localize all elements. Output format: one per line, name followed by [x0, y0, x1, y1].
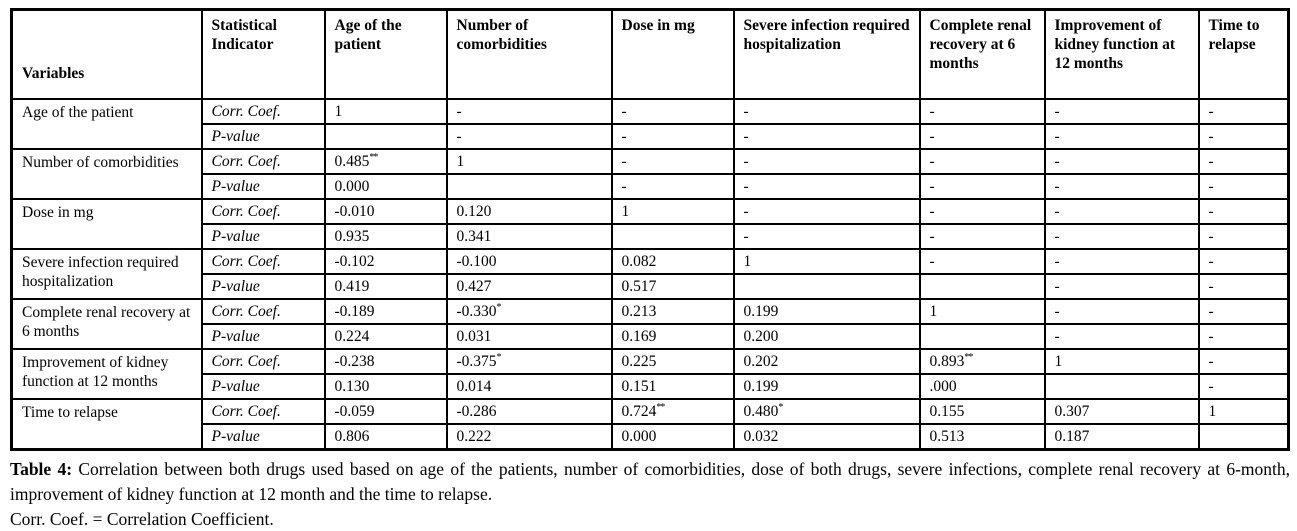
table-caption [10, 457, 1290, 531]
indicator-cell-p-value: P-value [202, 374, 325, 399]
value-cell: 0.130 [325, 374, 447, 399]
value-cell: - [612, 99, 734, 124]
col-header-comorbidities: Number of comorbidities [447, 10, 612, 99]
value-cell: - [612, 124, 734, 149]
value-cell: 0.082 [612, 249, 734, 274]
value-cell: 0.213 [612, 299, 734, 324]
value-cell: - [920, 224, 1045, 249]
significance-asterisk: * [778, 401, 783, 413]
value-cell [325, 124, 447, 149]
value-cell: - [447, 99, 612, 124]
value-cell: 0.806 [325, 424, 447, 450]
value-cell: - [1045, 149, 1199, 174]
value-cell: 0.202 [734, 349, 920, 374]
indicator-cell-p-value: P-value [202, 124, 325, 149]
value-cell: - [734, 174, 920, 199]
value-cell: 1 [1199, 399, 1289, 424]
col-header-statistical-indicator: Statistical Indicator [202, 10, 325, 99]
value-cell: 1 [920, 299, 1045, 324]
indicator-cell-corr-coef: Corr. Coef. [202, 99, 325, 124]
value-cell: 0.031 [447, 324, 612, 349]
table-header [12, 10, 1289, 99]
indicator-cell-p-value: P-value [202, 224, 325, 249]
value-cell: 0.014 [447, 374, 612, 399]
value-cell: 0.307 [1045, 399, 1199, 424]
value-cell: - [1199, 149, 1289, 174]
corr-coef-row [12, 299, 1289, 324]
value-cell: - [1045, 274, 1199, 299]
indicator-cell-p-value: P-value [202, 274, 325, 299]
value-cell: 1 [734, 249, 920, 274]
value-cell [920, 324, 1045, 349]
variable-cell: Dose in mg [12, 199, 202, 249]
value-cell: -0.100 [447, 249, 612, 274]
variable-cell: Complete renal recovery at 6 months [12, 299, 202, 349]
indicator-cell-corr-coef: Corr. Coef. [202, 349, 325, 374]
value-cell: - [1199, 124, 1289, 149]
value-cell: - [1045, 299, 1199, 324]
value-cell: -0.059 [325, 399, 447, 424]
value-cell: - [1199, 224, 1289, 249]
value-cell: 0.000 [612, 424, 734, 450]
value-cell: 0.224 [325, 324, 447, 349]
value-cell: - [1199, 299, 1289, 324]
value-cell: - [1045, 174, 1199, 199]
corr-coef-row [12, 99, 1289, 124]
indicator-cell-corr-coef: Corr. Coef. [202, 299, 325, 324]
corr-coef-row [12, 249, 1289, 274]
value-cell [447, 174, 612, 199]
value-cell: -0.238 [325, 349, 447, 374]
value-cell: - [1045, 199, 1199, 224]
indicator-cell-p-value: P-value [202, 324, 325, 349]
indicator-cell-p-value: P-value [202, 424, 325, 450]
value-cell [1199, 424, 1289, 450]
indicator-cell-corr-coef: Corr. Coef. [202, 399, 325, 424]
value-cell: 0.341 [447, 224, 612, 249]
value-cell: - [920, 174, 1045, 199]
p-value-row [12, 124, 1289, 149]
caption-main [10, 457, 1290, 507]
value-cell: 0.480* [734, 399, 920, 424]
value-cell: - [1045, 124, 1199, 149]
value-cell: - [447, 124, 612, 149]
value-cell: - [920, 99, 1045, 124]
value-cell [1045, 374, 1199, 399]
corr-coef-row [12, 349, 1289, 374]
col-header-age: Age of the patient [325, 10, 447, 99]
value-cell: 0.222 [447, 424, 612, 450]
col-header-severe-infection: Severe infection required hospitalization [734, 10, 920, 99]
col-header-variables: Variables [12, 10, 202, 99]
value-cell: - [734, 199, 920, 224]
variable-cell: Age of the patient [12, 99, 202, 149]
value-cell: - [1199, 324, 1289, 349]
value-cell: -0.010 [325, 199, 447, 224]
indicator-cell-corr-coef: Corr. Coef. [202, 249, 325, 274]
corr-coef-row [12, 199, 1289, 224]
value-cell: 0.935 [325, 224, 447, 249]
value-cell: 0.155 [920, 399, 1045, 424]
value-cell: 0.169 [612, 324, 734, 349]
value-cell: 0.427 [447, 274, 612, 299]
p-value-row [12, 274, 1289, 299]
value-cell: 0.032 [734, 424, 920, 450]
indicator-cell-p-value: P-value [202, 174, 325, 199]
value-cell: - [920, 249, 1045, 274]
significance-asterisk: ** [964, 351, 973, 363]
value-cell: 0.151 [612, 374, 734, 399]
value-cell: -0.330* [447, 299, 612, 324]
value-cell: - [612, 149, 734, 174]
value-cell: - [920, 124, 1045, 149]
corr-coef-row [12, 399, 1289, 424]
value-cell: - [1045, 99, 1199, 124]
value-cell: 0.225 [612, 349, 734, 374]
value-cell: - [1199, 249, 1289, 274]
significance-asterisk: ** [656, 401, 665, 413]
value-cell [734, 274, 920, 299]
value-cell: - [734, 99, 920, 124]
value-cell: 1 [612, 199, 734, 224]
value-cell: - [920, 199, 1045, 224]
value-cell: - [1199, 199, 1289, 224]
value-cell: .000 [920, 374, 1045, 399]
p-value-row [12, 324, 1289, 349]
header-row [12, 10, 1289, 99]
value-cell: - [612, 174, 734, 199]
col-header-renal-recovery: Complete renal recovery at 6 months [920, 10, 1045, 99]
value-cell: - [1199, 374, 1289, 399]
value-cell: 0.724** [612, 399, 734, 424]
value-cell: - [1199, 174, 1289, 199]
correlation-table [10, 8, 1290, 451]
significance-asterisk: ** [369, 151, 378, 163]
value-cell: 0.517 [612, 274, 734, 299]
value-cell: 0.513 [920, 424, 1045, 450]
value-cell: 1 [325, 99, 447, 124]
value-cell [612, 224, 734, 249]
value-cell: -0.102 [325, 249, 447, 274]
value-cell: 0.187 [1045, 424, 1199, 450]
value-cell: -0.286 [447, 399, 612, 424]
table-body [12, 99, 1289, 450]
p-value-row [12, 224, 1289, 249]
col-header-dose: Dose in mg [612, 10, 734, 99]
p-value-row [12, 374, 1289, 399]
value-cell: - [1199, 99, 1289, 124]
p-value-row [12, 174, 1289, 199]
value-cell: - [1199, 274, 1289, 299]
value-cell: 0.200 [734, 324, 920, 349]
corr-coef-row [12, 149, 1289, 174]
value-cell: - [1045, 324, 1199, 349]
value-cell: 1 [447, 149, 612, 174]
value-cell: - [1199, 349, 1289, 374]
variable-cell: Severe infection required hospitalization [12, 249, 202, 299]
caption-abbreviation-note: Corr. Coef. = Correlation Coefficient. [10, 508, 274, 529]
significance-asterisk: * [496, 351, 501, 363]
caption-label: Table 4: [10, 458, 73, 479]
value-cell: 0.199 [734, 374, 920, 399]
variable-cell: Number of comorbidities [12, 149, 202, 199]
value-cell: - [1045, 249, 1199, 274]
value-cell: - [920, 149, 1045, 174]
value-cell: 0.893** [920, 349, 1045, 374]
value-cell: - [734, 149, 920, 174]
value-cell: 0.199 [734, 299, 920, 324]
value-cell: 0.419 [325, 274, 447, 299]
col-header-kidney-improvement: Improvement of kidney function at 12 months [1045, 10, 1199, 99]
variable-cell: Time to relapse [12, 399, 202, 450]
value-cell [920, 274, 1045, 299]
value-cell: - [734, 124, 920, 149]
value-cell: 0.120 [447, 199, 612, 224]
caption-text: Correlation between both drugs used based on age of the patients, number of comorbidities, dose of both drugs, severe infections, complete renal recovery at 6-month, improvement of kidney function at 12 month and the time to relapse. [10, 458, 1291, 504]
value-cell: 0.000 [325, 174, 447, 199]
value-cell: -0.189 [325, 299, 447, 324]
value-cell: -0.375* [447, 349, 612, 374]
col-header-time-to-relapse: Time to relapse [1199, 10, 1289, 99]
significance-asterisk: * [496, 301, 501, 313]
indicator-cell-corr-coef: Corr. Coef. [202, 199, 325, 224]
value-cell: - [734, 224, 920, 249]
value-cell: 0.485** [325, 149, 447, 174]
p-value-row [12, 424, 1289, 450]
indicator-cell-corr-coef: Corr. Coef. [202, 149, 325, 174]
variable-cell: Improvement of kidney function at 12 months [12, 349, 202, 399]
value-cell: 1 [1045, 349, 1199, 374]
value-cell: - [1045, 224, 1199, 249]
